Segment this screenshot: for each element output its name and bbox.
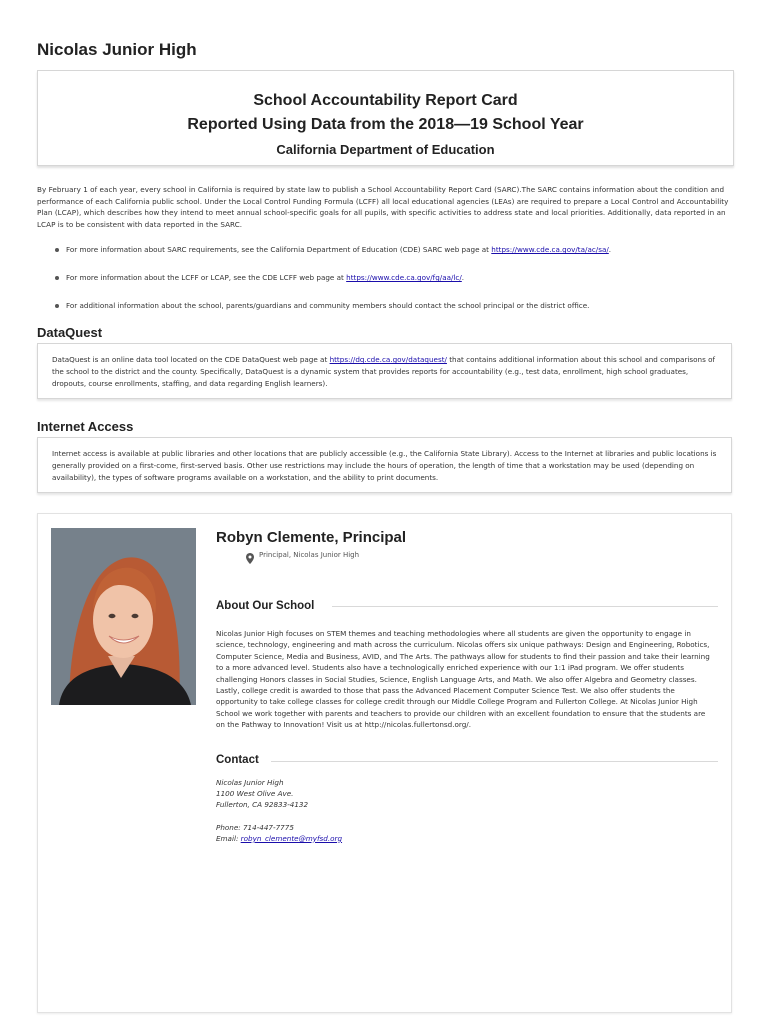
dataquest-heading: DataQuest xyxy=(37,325,103,340)
internet-access-heading: Internet Access xyxy=(37,419,134,434)
bullet-contact-text: For additional information about the school, parents/guardians and community members should contact the school principal or the district office. xyxy=(66,301,590,310)
page-title: Nicolas Junior High xyxy=(37,40,197,59)
internet-access-box xyxy=(37,437,732,493)
contact-divider xyxy=(271,761,718,762)
report-department: California Department of Education xyxy=(276,142,495,157)
dataquest-text xyxy=(52,354,717,390)
about-divider xyxy=(332,606,718,607)
dataquest-box xyxy=(37,343,732,399)
dataquest-link[interactable]: https://dq.cde.ca.gov/dataquest/ xyxy=(329,355,447,364)
bullet-lcff xyxy=(52,272,732,283)
dataquest-text-before: DataQuest is an online data tool located on the CDE DataQuest web page at xyxy=(52,355,330,364)
contact-block xyxy=(216,777,342,844)
principal-photo xyxy=(51,528,196,705)
contact-email-label: Email: xyxy=(216,833,241,843)
bullet-sarc-after: . xyxy=(608,245,612,254)
contact-address-line1: 1100 West Olive Ave. xyxy=(216,789,294,799)
contact-spacer xyxy=(216,811,342,822)
about-heading: About Our School xyxy=(216,600,315,612)
contact-name: Nicolas Junior High xyxy=(216,778,284,787)
about-text: Nicolas Junior High focuses on STEM themes and teaching methodologies where all students are given the opportunity to engage in science, technology, engineering and math across the curriculum. Nicolas offers six unique pathways: Design and Engineering, Robotics, Computer Science, Media and Business, AVID, and The Arts. The pathways allow for students to find their passion and take their learning to a more advanced level. Students also have a technologically enriched experience with our 1:1 iPad program. We offer students challenging Honors classes in Social Studies, Science, English Language Arts, and Math. We also offer Algebra and Geometry classes. Lastly, college credit is awarded to those that pass the Advanced Placement Computer Science Test. We also offer students the opportunity to take college classes for college credit through our Middle College Program and Fullerton College. At Nicolas Junior High School we work together with parents and teachers to provide our children with an excellent foundation to ensure that the students are on the Pathway to Innovation! Visit us at http://nicolas.fullertonsd.org/. xyxy=(216,629,710,730)
contact-phone: Phone: 714-447-7775 xyxy=(216,822,294,832)
internet-access-text: Internet access is available at public libraries and other locations that are publicly accessible (e.g., the California State Library). Access to the Internet at libraries and public locations is generally provided on a first-come, first-served basis. Other use restrictions may include the hours of operation, the length of time that a workstation may be used (depending on availability), the types of software programs available on a workstation, and the ability to print documents. xyxy=(52,449,717,482)
contact-email-row xyxy=(216,833,342,844)
sarc-link[interactable]: https://www.cde.ca.gov/ta/ac/sa/ xyxy=(491,245,609,254)
bullet-sarc-text: For more information about SARC requirements, see the California Department of Education (CDE) SARC web page at xyxy=(66,245,492,254)
intro-paragraph: By February 1 of each year, every school in California is required by state law to publish a School Accountability Report Card (SARC).The SARC contains information about the condition and performance of each California public school. Under the Local Control Funding Formula (LCFF) all local educational agencies (LEAs) are required to prepare a Local Control and Accountability Plan (LCAP), which describes how they intend to meet annual school-specific goals for all pupils, with specific activities to address state and local priorities. Additionally, data reported in an LCAP is to be consistent with data reported in the SARC. xyxy=(37,185,729,229)
principal-name: Robyn Clemente, Principal xyxy=(216,529,407,546)
bullet-sarc xyxy=(52,244,732,255)
contact-address-line2: Fullerton, CA 92833-4132 xyxy=(216,800,309,810)
report-header-box xyxy=(37,70,734,166)
principal-portrait-image xyxy=(51,528,196,705)
bullet-lcff-text: For more information about the LCFF or LCAP, see the CDE LCFF web page at xyxy=(66,273,347,282)
contact-heading: Contact xyxy=(216,754,259,766)
bullet-contact xyxy=(52,300,732,311)
report-subtitle: Reported Using Data from the 2018—19 School Year xyxy=(187,116,584,133)
principal-subtitle: Principal, Nicolas Junior High xyxy=(259,551,360,559)
info-bullet-list xyxy=(52,244,732,311)
report-title: School Accountability Report Card xyxy=(253,92,518,109)
location-pin-icon xyxy=(246,553,254,564)
lcff-link[interactable]: https://www.cde.ca.gov/fg/aa/lc/ xyxy=(346,273,462,282)
bullet-lcff-after: . xyxy=(461,273,465,282)
dataquest-text-after: that contains additional information about this school and comparisons of the school to the district and the county. Specifically, DataQuest is a dynamic system that provides reports for accountability (e.g., test data, enrollment, high school graduates, dropouts, course enrollments, staffing, and data regarding English learners). xyxy=(52,355,716,388)
contact-email-link[interactable]: robyn_clemente@myfsd.org xyxy=(240,833,343,843)
